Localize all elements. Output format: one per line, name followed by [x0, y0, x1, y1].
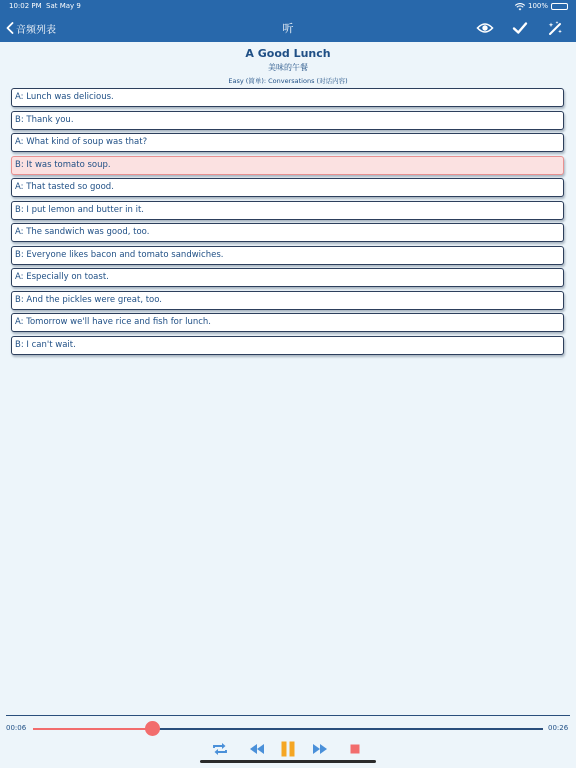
status-right: [515, 0, 568, 13]
wifi-icon: [515, 3, 525, 11]
status-date: Sat May 9: [46, 2, 81, 10]
back-button-label: 音频列表: [16, 24, 56, 36]
transcript-line[interactable]: B: And the pickles were great, too.: [11, 291, 564, 310]
transcript-list: [11, 88, 564, 358]
nav-bar: [0, 15, 576, 41]
progress-slider[interactable]: [33, 728, 543, 730]
progress-thumb[interactable]: [145, 721, 160, 736]
pause-icon[interactable]: [279, 741, 297, 757]
transcript-line[interactable]: B: Thank you.: [11, 111, 564, 130]
lesson-subtitle: 美味的午餐: [268, 63, 308, 72]
eye-icon[interactable]: [476, 20, 494, 36]
nav-title: 听: [282, 22, 294, 35]
total-time: 00:26: [548, 724, 569, 732]
lesson-title: A Good Lunch: [245, 47, 331, 60]
battery-percent: 100%: [527, 2, 548, 10]
transcript-line[interactable]: A: Tomorrow we'll have rice and fish for lunch.: [11, 313, 564, 332]
status-time: 10:02 PM: [9, 2, 42, 10]
lesson-header: [0, 46, 576, 86]
battery-icon: [551, 3, 568, 10]
magic-wand-icon[interactable]: [546, 20, 564, 36]
transcript-line[interactable]: B: I can't wait.: [11, 336, 564, 355]
player-divider: [6, 715, 570, 716]
transcript-line-active[interactable]: B: It was tomato soup.: [11, 156, 564, 175]
transcript-line[interactable]: A: The sandwich was good, too.: [11, 223, 564, 242]
transcript-line[interactable]: B: Everyone likes bacon and tomato sandwiches.: [11, 246, 564, 265]
transcript-line[interactable]: A: What kind of soup was that?: [11, 133, 564, 152]
status-bar: [0, 0, 576, 13]
progress-played: [33, 728, 152, 730]
lesson-level: Easy (简单): Conversations (对话内容): [228, 77, 348, 85]
top-bar: [0, 0, 576, 42]
stop-icon[interactable]: [346, 741, 364, 757]
checkmark-icon[interactable]: [511, 20, 529, 36]
transcript-line[interactable]: A: Especially on toast.: [11, 268, 564, 287]
transcript-line[interactable]: A: Lunch was delicious.: [11, 88, 564, 107]
home-indicator: [200, 760, 376, 763]
current-time: 00:06: [6, 724, 27, 732]
transcript-line[interactable]: A: That tasted so good.: [11, 178, 564, 197]
fast-forward-icon[interactable]: [311, 741, 329, 757]
repeat-icon[interactable]: [211, 741, 229, 757]
transcript-line[interactable]: B: I put lemon and butter in it.: [11, 201, 564, 220]
rewind-icon[interactable]: [248, 741, 266, 757]
